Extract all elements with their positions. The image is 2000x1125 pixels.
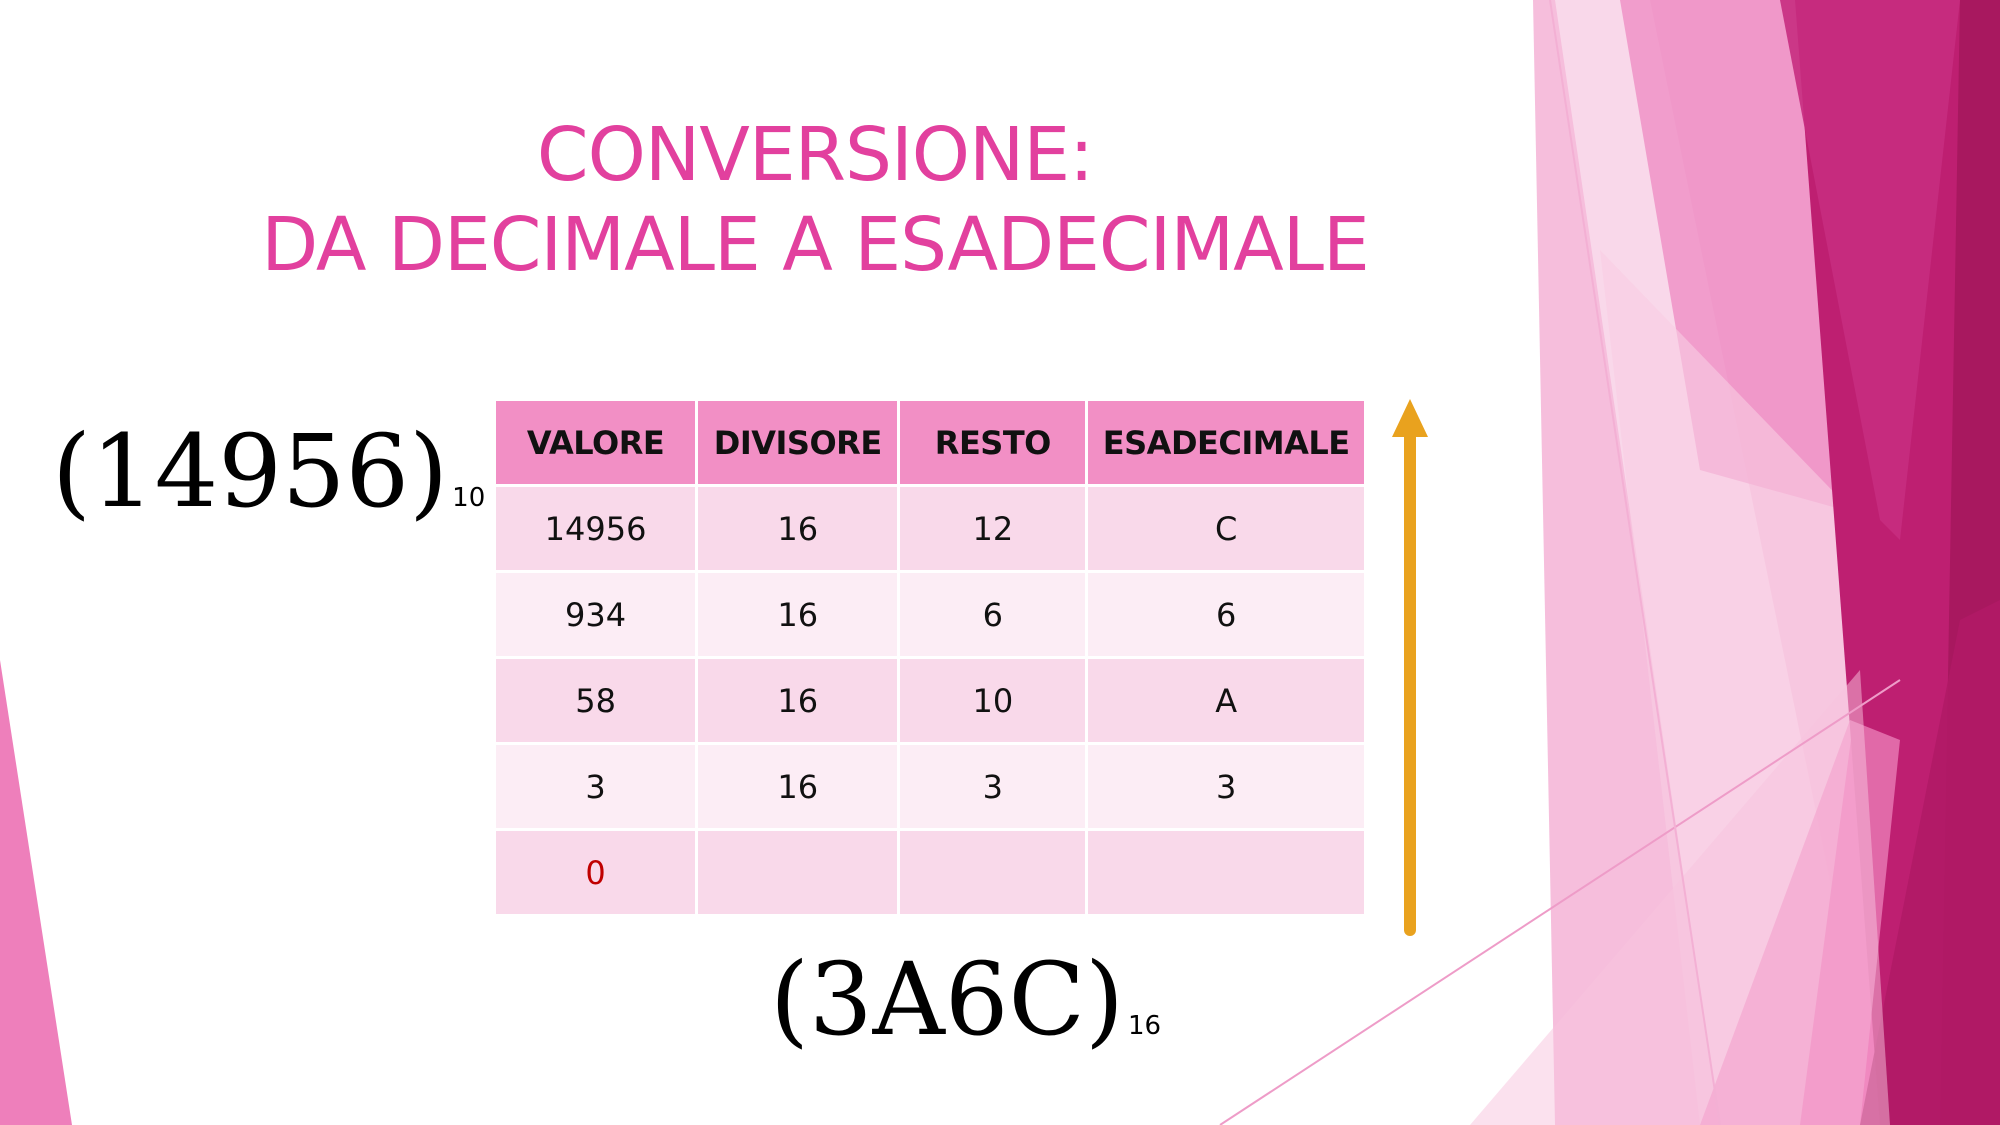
facet-left-pink: [0, 660, 72, 1125]
cell-esadecimale: 6: [1088, 573, 1364, 656]
header-divisore: DIVISORE: [698, 401, 897, 484]
cell-divisore: 16: [698, 745, 897, 828]
cell-valore: 58: [496, 659, 695, 742]
cell-valore: 934: [496, 573, 695, 656]
cell-resto: 12: [900, 487, 1085, 570]
conversion-table: [493, 398, 1367, 917]
cell-esadecimale: 3: [1088, 745, 1364, 828]
table-row: [496, 487, 1364, 570]
table-header-row: [496, 401, 1364, 484]
cell-valore-final-zero: 0: [496, 831, 695, 914]
table-row: [496, 745, 1364, 828]
cell-divisore: 16: [698, 573, 897, 656]
table-row: [496, 831, 1364, 914]
cell-esadecimale: C: [1088, 487, 1364, 570]
header-resto: RESTO: [900, 401, 1085, 484]
table-row: [496, 573, 1364, 656]
read-upward-arrow-icon: [1380, 395, 1440, 940]
hex-base-subscript: 16: [1128, 1011, 1162, 1041]
cell-resto: 6: [900, 573, 1085, 656]
hex-number-value: (3A6C): [770, 941, 1125, 1058]
cell-resto: 10: [900, 659, 1085, 742]
title-line-1: CONVERSIONE:: [536, 112, 1094, 198]
header-esadecimale: ESADECIMALE: [1088, 401, 1364, 484]
cell-resto: [900, 831, 1085, 914]
header-valore: VALORE: [496, 401, 695, 484]
hex-number: [770, 940, 1161, 1086]
cell-valore: 14956: [496, 487, 695, 570]
cell-divisore: [698, 831, 897, 914]
slide-title: [180, 110, 1450, 290]
cell-esadecimale: A: [1088, 659, 1364, 742]
cell-resto: 3: [900, 745, 1085, 828]
cell-divisore: 16: [698, 659, 897, 742]
decimal-base-subscript: 10: [452, 483, 486, 513]
title-line-2: DA DECIMALE A ESADECIMALE: [261, 202, 1369, 288]
decimal-number-value: (14956): [52, 413, 449, 530]
cell-esadecimale: [1088, 831, 1364, 914]
decimal-number: [52, 412, 485, 558]
cell-valore: 3: [496, 745, 695, 828]
table-row: [496, 659, 1364, 742]
cell-divisore: 16: [698, 487, 897, 570]
